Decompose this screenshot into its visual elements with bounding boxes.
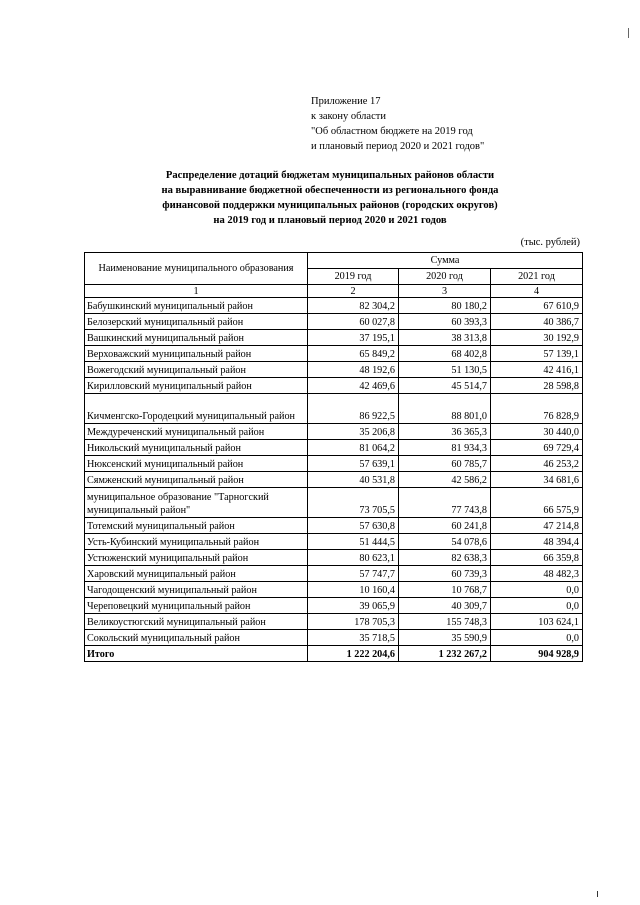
amount-2020-cell: 60 393,3 <box>399 314 491 330</box>
appendix-line: и плановый период 2020 и 2021 годов" <box>311 141 485 152</box>
total-2019-cell: 1 222 204,6 <box>308 646 399 662</box>
district-name-cell: Верховажский муниципальный район <box>85 346 308 362</box>
table-row <box>85 598 583 614</box>
amount-2020-cell: 36 365,3 <box>399 424 491 440</box>
district-name-cell: Нюксенский муниципальный район <box>85 456 308 472</box>
table-row <box>85 424 583 440</box>
table-row <box>85 456 583 472</box>
district-name-cell: Усть-Кубинский муниципальный район <box>85 534 308 550</box>
amount-2020-cell: 60 785,7 <box>399 456 491 472</box>
total-2021-cell: 904 928,9 <box>491 646 583 662</box>
table-row <box>85 582 583 598</box>
amount-2021-cell: 30 192,9 <box>491 330 583 346</box>
district-name-cell: Кичменгско-Городецкий муниципальный район <box>85 394 308 424</box>
amount-2019-cell: 178 705,3 <box>308 614 399 630</box>
table-row <box>85 566 583 582</box>
amount-2020-cell: 60 241,8 <box>399 518 491 534</box>
index-cell: 2 <box>308 285 399 298</box>
amount-2019-cell: 57 747,7 <box>308 566 399 582</box>
amount-2020-cell: 54 078,6 <box>399 534 491 550</box>
district-name-cell: Устюженский муниципальный район <box>85 550 308 566</box>
district-name-cell: Тотемский муниципальный район <box>85 518 308 534</box>
amount-2021-cell: 48 482,3 <box>491 566 583 582</box>
amount-2020-cell: 42 586,2 <box>399 472 491 488</box>
amount-2020-cell: 45 514,7 <box>399 378 491 394</box>
amount-2020-cell: 155 748,3 <box>399 614 491 630</box>
district-name-cell: Кирилловский муниципальный район <box>85 378 308 394</box>
amount-2021-cell: 30 440,0 <box>491 424 583 440</box>
table-row <box>85 488 583 518</box>
amount-2020-cell: 60 739,3 <box>399 566 491 582</box>
header-2021-cell: 2021 год <box>491 269 583 285</box>
amount-2020-cell: 68 402,8 <box>399 346 491 362</box>
district-name-cell: Белозерский муниципальный район <box>85 314 308 330</box>
amount-2021-cell: 40 386,7 <box>491 314 583 330</box>
district-name-cell: Великоустюгский муниципальный район <box>85 614 308 630</box>
table-row <box>85 518 583 534</box>
amount-2019-cell: 82 304,2 <box>308 298 399 314</box>
table-row <box>85 534 583 550</box>
amount-2020-cell: 10 768,7 <box>399 582 491 598</box>
district-name-cell: Вожегодский муниципальный район <box>85 362 308 378</box>
amount-2019-cell: 39 065,9 <box>308 598 399 614</box>
index-cell: 4 <box>491 285 583 298</box>
table-row <box>85 394 583 424</box>
amount-2020-cell: 51 130,5 <box>399 362 491 378</box>
amount-2021-cell: 42 416,1 <box>491 362 583 378</box>
units-label: (тыс. рублей) <box>520 237 580 248</box>
amount-2020-cell: 81 934,3 <box>399 440 491 456</box>
amount-2020-cell: 40 309,7 <box>399 598 491 614</box>
district-name-cell: Никольский муниципальный район <box>85 440 308 456</box>
district-name-cell: Сокольский муниципальный район <box>85 630 308 646</box>
column-index-row <box>85 285 583 298</box>
table-row <box>85 330 583 346</box>
district-name-cell: Харовский муниципальный район <box>85 566 308 582</box>
table-row <box>85 630 583 646</box>
amount-2019-cell: 42 469,6 <box>308 378 399 394</box>
amount-2019-cell: 35 206,8 <box>308 424 399 440</box>
appendix-line: Приложение 17 <box>311 96 381 107</box>
district-name-cell: Вашкинский муниципальный район <box>85 330 308 346</box>
amount-2021-cell: 57 139,1 <box>491 346 583 362</box>
amount-2020-cell: 88 801,0 <box>399 394 491 424</box>
district-name-cell: Междуреченский муниципальный район <box>85 424 308 440</box>
amount-2021-cell: 46 253,2 <box>491 456 583 472</box>
amount-2021-cell: 103 624,1 <box>491 614 583 630</box>
index-cell: 1 <box>85 285 308 298</box>
title-line: финансовой поддержки муниципальных районов (городских округов) <box>162 200 498 211</box>
amount-2019-cell: 57 639,1 <box>308 456 399 472</box>
table-row <box>85 346 583 362</box>
amount-2021-cell: 66 359,8 <box>491 550 583 566</box>
amount-2021-cell: 48 394,4 <box>491 534 583 550</box>
amount-2021-cell: 34 681,6 <box>491 472 583 488</box>
total-row <box>85 646 583 662</box>
amount-2019-cell: 57 630,8 <box>308 518 399 534</box>
table-row <box>85 362 583 378</box>
index-cell: 3 <box>399 285 491 298</box>
amount-2019-cell: 65 849,2 <box>308 346 399 362</box>
subsidy-table <box>84 252 583 662</box>
district-name-cell: Череповецкий муниципальный район <box>85 598 308 614</box>
amount-2021-cell: 0,0 <box>491 630 583 646</box>
amount-2020-cell: 35 590,9 <box>399 630 491 646</box>
amount-2019-cell: 40 531,8 <box>308 472 399 488</box>
table-row <box>85 614 583 630</box>
page-mark <box>597 891 598 897</box>
amount-2021-cell: 66 575,9 <box>491 488 583 518</box>
document-title <box>80 168 580 228</box>
table-row <box>85 440 583 456</box>
amount-2021-cell: 76 828,9 <box>491 394 583 424</box>
title-line: на выравнивание бюджетной обеспеченности из регионального фонда <box>161 185 499 196</box>
amount-2021-cell: 28 598,8 <box>491 378 583 394</box>
header-2019-cell: 2019 год <box>308 269 399 285</box>
table-row <box>85 472 583 488</box>
amount-2019-cell: 86 922,5 <box>308 394 399 424</box>
header-row <box>85 253 583 269</box>
amount-2020-cell: 38 313,8 <box>399 330 491 346</box>
total-label-cell: Итого <box>85 646 308 662</box>
table-row <box>85 550 583 566</box>
amount-2019-cell: 10 160,4 <box>308 582 399 598</box>
amount-2021-cell: 67 610,9 <box>491 298 583 314</box>
amount-2021-cell: 47 214,8 <box>491 518 583 534</box>
total-2020-cell: 1 232 267,2 <box>399 646 491 662</box>
title-line: на 2019 год и плановый период 2020 и 2021 годов <box>213 215 447 226</box>
amount-2019-cell: 37 195,1 <box>308 330 399 346</box>
amount-2019-cell: 35 718,5 <box>308 630 399 646</box>
appendix-line: "Об областном бюджете на 2019 год <box>311 126 473 137</box>
table-row <box>85 378 583 394</box>
amount-2020-cell: 82 638,3 <box>399 550 491 566</box>
edge-mark <box>628 28 629 38</box>
table-row <box>85 314 583 330</box>
amount-2020-cell: 77 743,8 <box>399 488 491 518</box>
header-sum-cell: Сумма <box>308 253 583 269</box>
appendix-line: к закону области <box>311 111 386 122</box>
header-2020-cell: 2020 год <box>399 269 491 285</box>
district-name-cell: Чагодощенский муниципальный район <box>85 582 308 598</box>
amount-2021-cell: 69 729,4 <box>491 440 583 456</box>
amount-2019-cell: 81 064,2 <box>308 440 399 456</box>
title-line: Распределение дотаций бюджетам муниципальных районов области <box>165 170 495 181</box>
district-name-cell: Сямженский муниципальный район <box>85 472 308 488</box>
district-name-cell: Бабушкинский муниципальный район <box>85 298 308 314</box>
amount-2019-cell: 73 705,5 <box>308 488 399 518</box>
amount-2019-cell: 80 623,1 <box>308 550 399 566</box>
amount-2019-cell: 48 192,6 <box>308 362 399 378</box>
amount-2019-cell: 60 027,8 <box>308 314 399 330</box>
amount-2020-cell: 80 180,2 <box>399 298 491 314</box>
header-name-cell: Наименование муниципального образования <box>85 253 308 285</box>
appendix-note <box>311 94 484 154</box>
table-row <box>85 298 583 314</box>
district-name-cell: муниципальное образование "Тарногский муниципальный район" <box>85 488 308 518</box>
amount-2021-cell: 0,0 <box>491 598 583 614</box>
amount-2021-cell: 0,0 <box>491 582 583 598</box>
amount-2019-cell: 51 444,5 <box>308 534 399 550</box>
